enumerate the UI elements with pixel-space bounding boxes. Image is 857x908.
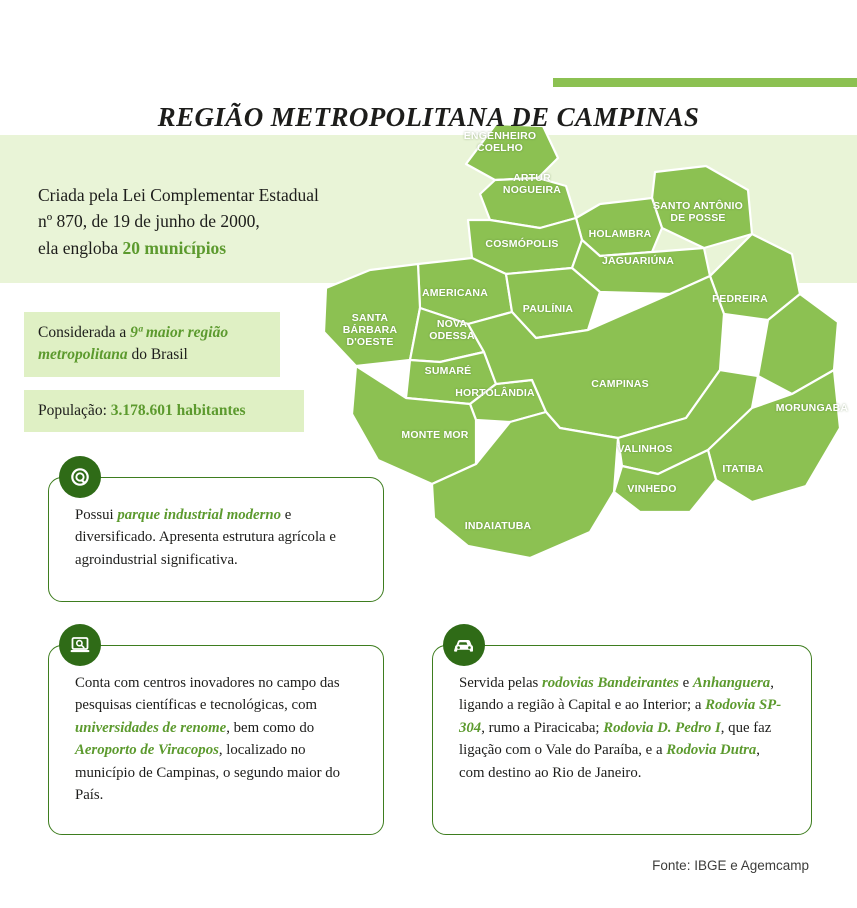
map-label-hortol-ndia: HORTOLÂNDIA [455, 387, 535, 399]
map-label-morungaba: MORUNGABA [775, 402, 849, 414]
industry-gear-icon [59, 456, 101, 498]
map-label-paul-nia: PAULÍNIA [522, 303, 574, 315]
research-card [48, 645, 384, 835]
intro-line-2: nº 870, de 19 de junho de 2000, [38, 211, 260, 232]
rank-chip-suffix: do Brasil [127, 346, 188, 364]
map-area-santa-barbara-doeste [324, 264, 420, 366]
industry-card [48, 477, 384, 602]
map-label-pedreira: PEDREIRA [712, 293, 768, 305]
roads-card-text: Servida pelas rodovias Bandeirantes e Anhanguera, ligando a região à Capital e ao Interior; a Rodovia SP-304, rumo a Piracicaba; Rodovia D. Pedro I, que faz ligação com o Vale do Paraíba, e a Rodovia Dutra, com destino ao Rio de Janeiro. [459, 675, 782, 781]
map-label-cosm-polis: COSMÓPOLIS [485, 238, 559, 250]
population-chip [24, 390, 304, 432]
map-label-engenheiro-coelho: ENGENHEIRO COELHO [463, 130, 537, 155]
map-label-santa-b-rbara-d-oeste: SANTA BÁRBARA D'OESTE [342, 312, 398, 349]
map-label-jaguari-na: JAGUARIÚNA [601, 255, 674, 267]
map-label-campinas: CAMPINAS [591, 378, 649, 390]
laptop-research-icon [59, 624, 101, 666]
page-title: REGIÃO METROPOLITANA DE CAMPINAS [157, 102, 700, 132]
car-icon [443, 624, 485, 666]
industry-card-text: Possui parque industrial moderno e diversificado. Apresenta estrutura agrícola e agroindustrial significativa. [75, 507, 336, 568]
map-label-holambra: HOLAMBRA [588, 228, 652, 240]
population-chip-prefix: População: [38, 402, 111, 419]
map-label-americana: AMERICANA [422, 287, 488, 299]
map-label-nova-odessa: NOVA ODESSA [429, 318, 475, 343]
map-area-santo-antonio-de-posse [652, 166, 752, 248]
map-label-valinhos: VALINHOS [617, 443, 673, 455]
source-note: Fonte: IBGE e Agemcamp [652, 858, 809, 873]
roads-card [432, 645, 812, 835]
map-label-artur-nogueira: ARTUR NOGUEIRA [502, 172, 562, 197]
map-label-vinhedo: VINHEDO [627, 483, 677, 495]
map-label-indaiatuba: INDAIATUBA [464, 520, 532, 532]
research-card-text: Conta com centros inovadores no campo das pesquisas científicas e tecnológicas, com universidades de renome, bem como do Aeroporto de Viracopos, localizado no município de Campinas, o segundo maior do País. [75, 675, 341, 804]
map-label-santo-ant-nio-de-posse: SANTO ANTÔNIO DE POSSE [652, 200, 744, 225]
rank-chip-highlight: 9ª maior região metropolitana [38, 324, 229, 364]
map-label-monte-mor: MONTE MOR [401, 429, 469, 441]
rank-chip [24, 312, 280, 377]
title-wrap [0, 50, 857, 132]
intro-municipality-count: 20 municípios [122, 237, 227, 258]
map-label-sumar: SUMARÉ [424, 365, 472, 377]
population-chip-value: 3.178.601 habitantes [110, 402, 246, 419]
map-label-itatiba: ITATIBA [722, 463, 764, 475]
rank-chip-prefix: Considerada a [38, 324, 131, 341]
intro-line-1: Criada pela Lei Complementar Estadual [38, 185, 319, 205]
intro-line-3-prefix: ela engloba [38, 237, 123, 258]
